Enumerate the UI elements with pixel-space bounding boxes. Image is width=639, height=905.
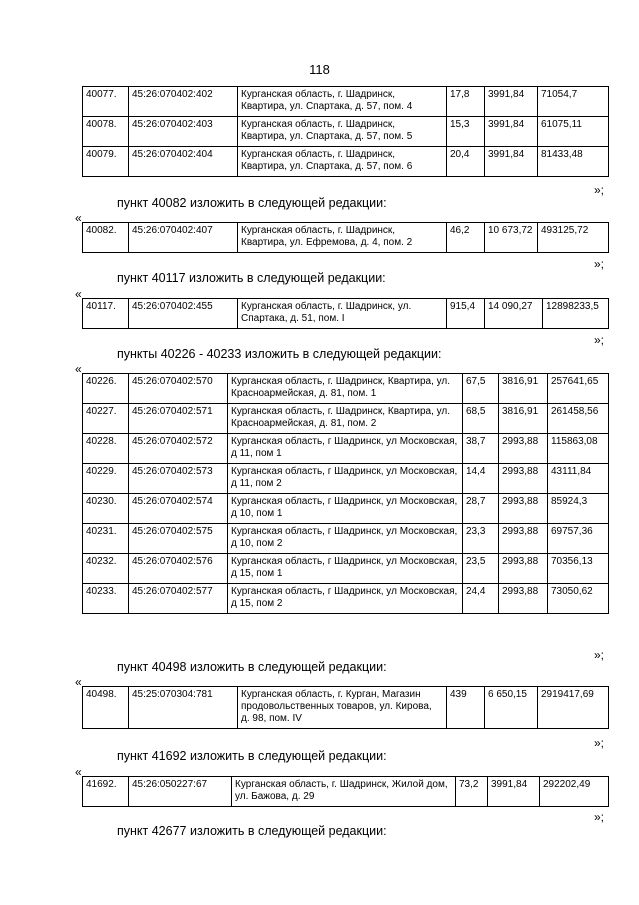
- table-row: [83, 777, 609, 807]
- cell-cadastral-number: 45:26:070402:404: [129, 147, 238, 177]
- opening-quote: «: [75, 765, 82, 779]
- cell-item-number: 40078.: [83, 117, 129, 147]
- cell-item-number: 40229.: [83, 464, 129, 494]
- cell-area: 23,3: [463, 524, 499, 554]
- cell-value: 73050,62: [548, 584, 609, 614]
- table-row: [83, 87, 609, 117]
- cell-address: Курганская область, г. Курган, Магазин продовольственных товаров, ул. Кирова, д. 98, пом. IV: [238, 687, 447, 729]
- cell-value: 43111,84: [548, 464, 609, 494]
- registry-table: [82, 373, 609, 614]
- cell-item-number: 41692.: [83, 777, 129, 807]
- cell-area: 28,7: [463, 494, 499, 524]
- closing-quote: »;: [594, 810, 605, 824]
- table-row: [83, 584, 609, 614]
- cell-address: Курганская область, г. Шадринск, Жилой дом, ул. Бажова, д. 29: [232, 777, 456, 807]
- cell-area: 439: [447, 687, 485, 729]
- cell-cadastral-number: 45:26:070402:573: [129, 464, 228, 494]
- cell-cadastral-number: 45:26:070402:403: [129, 117, 238, 147]
- cell-address: Курганская область, г. Шадринск, ул. Спартака, д. 51, пом. I: [238, 299, 447, 329]
- table-row: [83, 434, 609, 464]
- cell-item-number: 40079.: [83, 147, 129, 177]
- cell-cadastral-number: 45:26:070402:577: [129, 584, 228, 614]
- cell-address: Курганская область, г. Шадринск, Квартира, ул. Спартака, д. 57, пом. 5: [238, 117, 447, 147]
- paragraph-text: пункт 40117 изложить в следующей редакции:: [117, 271, 386, 285]
- cell-cadastral-number: 45:26:070402:407: [129, 223, 238, 253]
- cell-item-number: 40228.: [83, 434, 129, 464]
- cell-cadastral-number: 45:26:070402:455: [129, 299, 238, 329]
- cell-area: 67,5: [463, 374, 499, 404]
- cell-item-number: 40498.: [83, 687, 129, 729]
- cell-value: 12898233,5: [543, 299, 609, 329]
- cell-item-number: 40082.: [83, 223, 129, 253]
- cell-address: Курганская область, г. Шадринск, Квартира, ул. Ефремова, д. 4, пом. 2: [238, 223, 447, 253]
- cell-value: 292202,49: [540, 777, 609, 807]
- cell-area: 73,2: [456, 777, 488, 807]
- cell-address: Курганская область, г Шадринск, ул Московская, д 15, пом 2: [228, 584, 463, 614]
- cell-area: 46,2: [447, 223, 485, 253]
- cell-rate: 2993,88: [499, 464, 548, 494]
- closing-quote: »;: [594, 257, 605, 271]
- cell-rate: 2993,88: [499, 494, 548, 524]
- cell-address: Курганская область, г Шадринск, ул Московская, д 10, пом 1: [228, 494, 463, 524]
- cell-value: 493125,72: [538, 223, 609, 253]
- paragraph-text: пункт 40498 изложить в следующей редакции:: [117, 660, 387, 674]
- cell-item-number: 40233.: [83, 584, 129, 614]
- registry-table: [82, 86, 609, 177]
- cell-address: Курганская область, г. Шадринск, Квартира, ул. Спартака, д. 57, пом. 4: [238, 87, 447, 117]
- cell-item-number: 40230.: [83, 494, 129, 524]
- registry-table: [82, 222, 609, 253]
- cell-item-number: 40227.: [83, 404, 129, 434]
- opening-quote: «: [75, 362, 82, 376]
- cell-area: 17,8: [447, 87, 485, 117]
- paragraph-text: пункт 42677 изложить в следующей редакции:: [117, 824, 387, 838]
- cell-rate: 2993,88: [499, 434, 548, 464]
- registry-table: [82, 686, 609, 729]
- cell-address: Курганская область, г Шадринск, ул Московская, д 11, пом 2: [228, 464, 463, 494]
- closing-quote: »;: [594, 648, 605, 662]
- registry-table: [82, 776, 609, 807]
- cell-item-number: 40077.: [83, 87, 129, 117]
- cell-area: 23,5: [463, 554, 499, 584]
- cell-value: 81433,48: [538, 147, 609, 177]
- cell-value: 2919417,69: [538, 687, 609, 729]
- table-row: [83, 404, 609, 434]
- cell-area: 38,7: [463, 434, 499, 464]
- cell-value: 257641,65: [548, 374, 609, 404]
- cell-area: 68,5: [463, 404, 499, 434]
- cell-address: Курганская область, г. Шадринск, Квартира, ул. Красноармейская, д. 81, пом. 2: [228, 404, 463, 434]
- cell-area: 14,4: [463, 464, 499, 494]
- cell-cadastral-number: 45:26:070402:574: [129, 494, 228, 524]
- cell-cadastral-number: 45:26:050227:67: [129, 777, 232, 807]
- cell-value: 261458,56: [548, 404, 609, 434]
- cell-cadastral-number: 45:26:070402:570: [129, 374, 228, 404]
- cell-value: 85924,3: [548, 494, 609, 524]
- cell-value: 115863,08: [548, 434, 609, 464]
- cell-value: 61075,11: [538, 117, 609, 147]
- cell-item-number: 40226.: [83, 374, 129, 404]
- table-row: [83, 554, 609, 584]
- closing-quote: »;: [594, 333, 605, 347]
- table-row: [83, 374, 609, 404]
- cell-area: 24,4: [463, 584, 499, 614]
- paragraph-text: пункт 40082 изложить в следующей редакции:: [117, 196, 387, 210]
- table-row: [83, 524, 609, 554]
- cell-cadastral-number: 45:25:070304:781: [129, 687, 238, 729]
- cell-item-number: 40232.: [83, 554, 129, 584]
- closing-quote: »;: [594, 183, 605, 197]
- cell-address: Курганская область, г. Шадринск, Квартира, ул. Спартака, д. 57, пом. 6: [238, 147, 447, 177]
- paragraph-text: пункт 41692 изложить в следующей редакции:: [117, 749, 387, 763]
- cell-rate: 14 090,27: [485, 299, 543, 329]
- cell-address: Курганская область, г Шадринск, ул Московская, д 15, пом 1: [228, 554, 463, 584]
- table-row: [83, 687, 609, 729]
- cell-address: Курганская область, г Шадринск, ул Московская, д 10, пом 2: [228, 524, 463, 554]
- cell-rate: 6 650,15: [485, 687, 538, 729]
- registry-table: [82, 298, 609, 329]
- cell-rate: 3991,84: [485, 87, 538, 117]
- table-row: [83, 464, 609, 494]
- cell-item-number: 40231.: [83, 524, 129, 554]
- cell-address: Курганская область, г. Шадринск, Квартира, ул. Красноармейская, д. 81, пом. 1: [228, 374, 463, 404]
- cell-item-number: 40117.: [83, 299, 129, 329]
- cell-cadastral-number: 45:26:070402:402: [129, 87, 238, 117]
- cell-rate: 3991,84: [485, 117, 538, 147]
- cell-rate: 2993,88: [499, 584, 548, 614]
- paragraph-text: пункты 40226 - 40233 изложить в следующей редакции:: [117, 347, 442, 361]
- opening-quote: «: [75, 675, 82, 689]
- cell-cadastral-number: 45:26:070402:576: [129, 554, 228, 584]
- cell-rate: 2993,88: [499, 554, 548, 584]
- cell-value: 69757,36: [548, 524, 609, 554]
- cell-rate: 10 673,72: [485, 223, 538, 253]
- cell-rate: 3991,84: [488, 777, 540, 807]
- table-row: [83, 299, 609, 329]
- cell-rate: 3991,84: [485, 147, 538, 177]
- closing-quote: »;: [594, 736, 605, 750]
- cell-cadastral-number: 45:26:070402:575: [129, 524, 228, 554]
- cell-rate: 3816,91: [499, 404, 548, 434]
- opening-quote: «: [75, 211, 82, 225]
- table-row: [83, 117, 609, 147]
- cell-cadastral-number: 45:26:070402:572: [129, 434, 228, 464]
- cell-address: Курганская область, г Шадринск, ул Московская, д 11, пом 1: [228, 434, 463, 464]
- table-row: [83, 494, 609, 524]
- table-row: [83, 147, 609, 177]
- cell-area: 20,4: [447, 147, 485, 177]
- cell-area: 15,3: [447, 117, 485, 147]
- opening-quote: «: [75, 287, 82, 301]
- page-number: 118: [309, 62, 330, 77]
- cell-value: 71054,7: [538, 87, 609, 117]
- cell-cadastral-number: 45:26:070402:571: [129, 404, 228, 434]
- cell-value: 70356,13: [548, 554, 609, 584]
- cell-rate: 2993,88: [499, 524, 548, 554]
- cell-rate: 3816,91: [499, 374, 548, 404]
- cell-area: 915,4: [447, 299, 485, 329]
- table-row: [83, 223, 609, 253]
